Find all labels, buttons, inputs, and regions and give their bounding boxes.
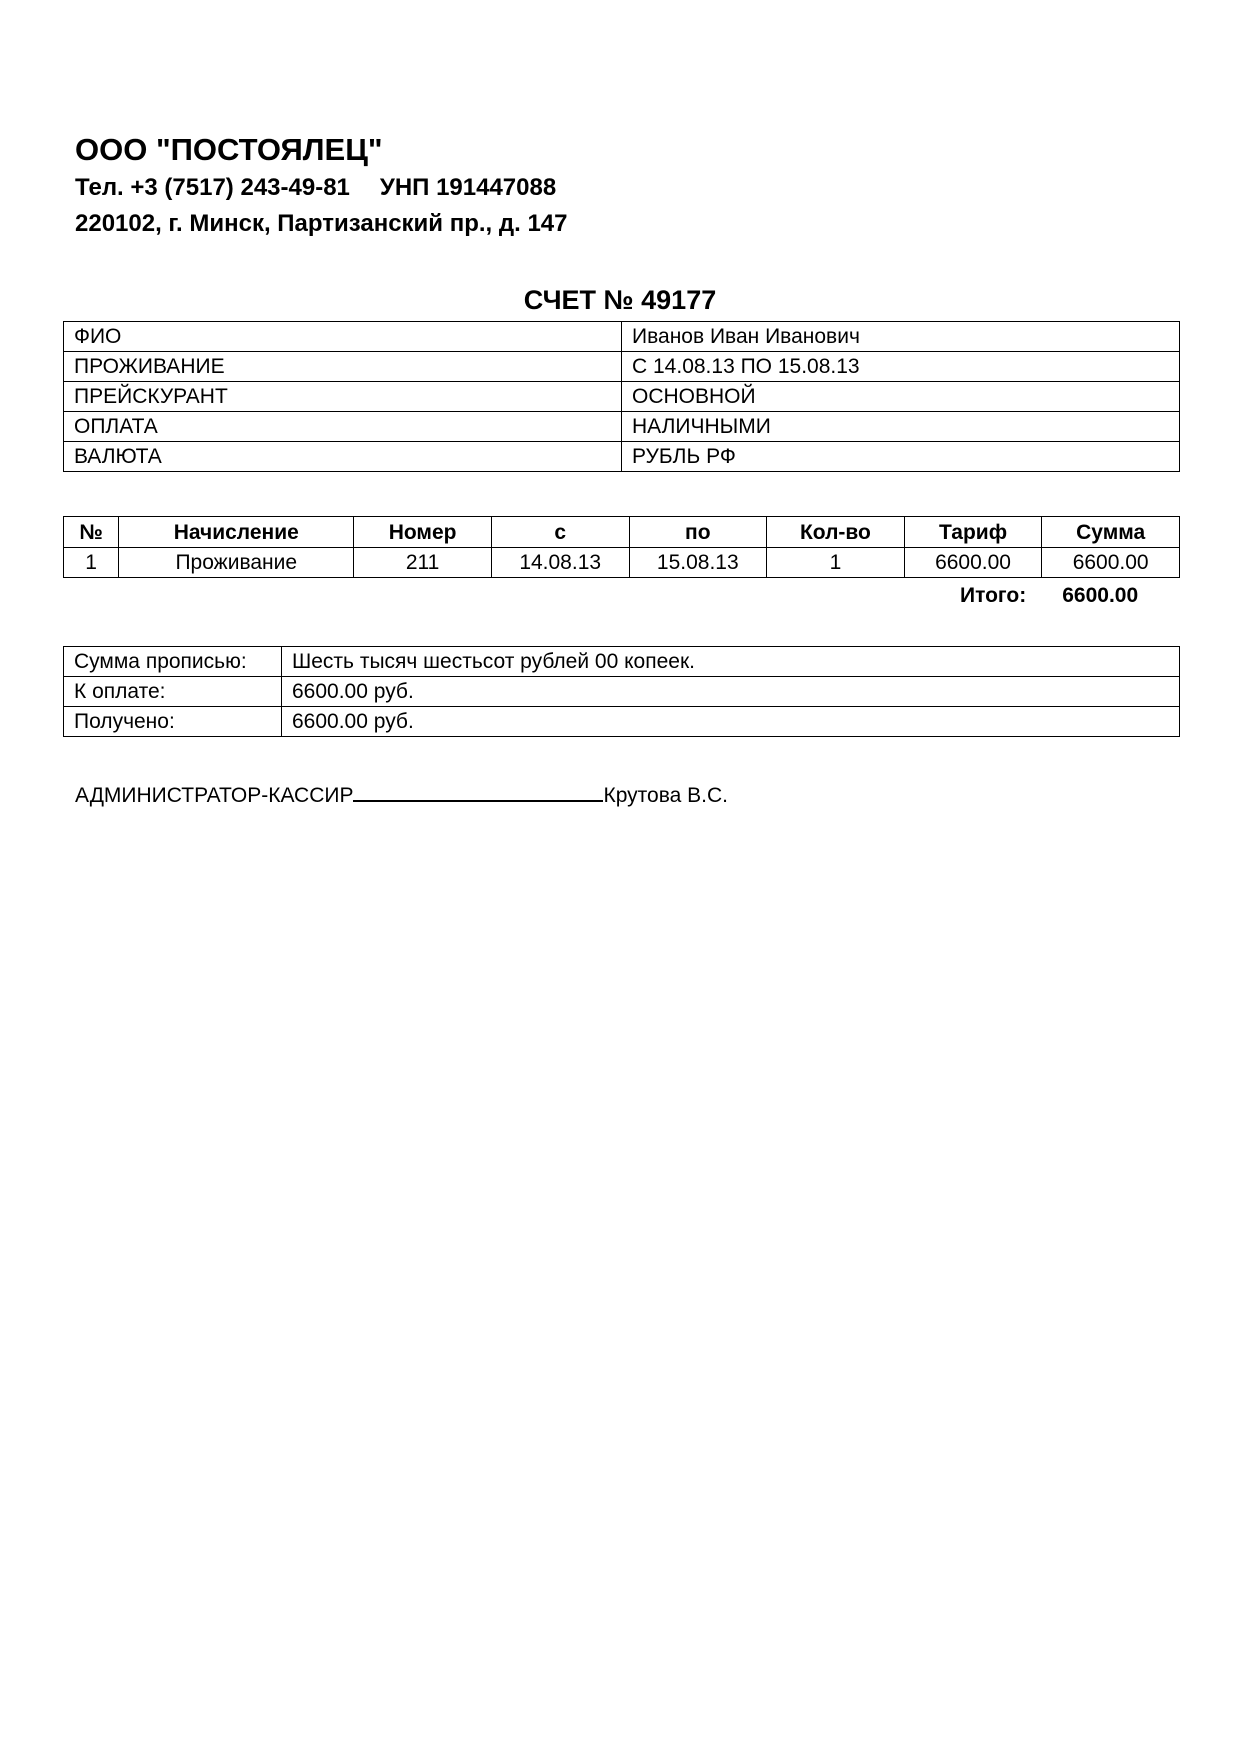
charges-table [63, 516, 1180, 578]
summary-value: 6600.00 руб. [282, 677, 1180, 707]
column-header-charge: Начисление [119, 517, 354, 548]
info-value: Иванов Иван Иванович [622, 322, 1180, 352]
cell-rate: 6600.00 [904, 548, 1042, 578]
cell-number: 1 [64, 548, 119, 578]
summary-row-to-pay [64, 677, 1180, 707]
summary-value: 6600.00 руб. [282, 707, 1180, 737]
invoice-title: СЧЕТ № 49177 [523, 285, 717, 315]
cell-room: 211 [354, 548, 492, 578]
signature-name: Крутова В.С. [603, 784, 728, 807]
info-value: С 14.08.13 ПО 15.08.13 [622, 352, 1180, 382]
company-unp: УНП 191447088 [379, 174, 557, 201]
info-value: РУБЛЬ РФ [622, 442, 1180, 472]
column-header-amount: Сумма [1042, 517, 1180, 548]
company-phone: Тел. +3 (7517) 243-49-81 [75, 174, 350, 201]
info-label: ПРЕЙСКУРАНТ [64, 382, 622, 412]
summary-row-received [64, 707, 1180, 737]
info-label: ВАЛЮТА [64, 442, 622, 472]
column-header-to: по [629, 517, 767, 548]
column-header-room: Номер [354, 517, 492, 548]
total-value: 6600.00 [1062, 584, 1139, 607]
summary-label: Получено: [64, 707, 282, 737]
summary-value: Шесть тысяч шестьсот рублей 00 копеек. [282, 647, 1180, 677]
cell-amount: 6600.00 [1042, 548, 1180, 578]
column-header-quantity: Кол-во [767, 517, 905, 548]
total-label: Итого: [960, 584, 1027, 607]
company-header [75, 130, 568, 242]
column-header-rate: Тариф [904, 517, 1042, 548]
info-row-pricelist [64, 382, 1180, 412]
info-label: ПРОЖИВАНИЕ [64, 352, 622, 382]
summary-label: К оплате: [64, 677, 282, 707]
info-value: НАЛИЧНЫМИ [622, 412, 1180, 442]
info-row-stay [64, 352, 1180, 382]
cell-from: 14.08.13 [491, 548, 629, 578]
table-row [64, 548, 1180, 578]
company-address: 220102, г. Минск, Партизанский пр., д. 147 [75, 210, 568, 237]
table-header-row [64, 517, 1180, 548]
signature-line [353, 778, 603, 802]
info-label: ОПЛАТА [64, 412, 622, 442]
invoice-total [960, 580, 1138, 612]
info-row-payment [64, 412, 1180, 442]
guest-info-table [63, 321, 1180, 472]
payment-summary-table [63, 646, 1180, 737]
info-value: ОСНОВНОЙ [622, 382, 1180, 412]
company-name: ООО "ПОСТОЯЛЕЦ" [75, 132, 383, 167]
summary-label: Сумма прописью: [64, 647, 282, 677]
column-header-from: с [491, 517, 629, 548]
contact-line [75, 170, 568, 206]
info-row-fio [64, 322, 1180, 352]
summary-row-in-words [64, 647, 1180, 677]
info-row-currency [64, 442, 1180, 472]
cell-charge: Проживание [119, 548, 354, 578]
info-label: ФИО [64, 322, 622, 352]
signature-role: АДМИНИСТРАТОР-КАССИР [75, 784, 354, 807]
signature-block [75, 778, 728, 811]
cell-to: 15.08.13 [629, 548, 767, 578]
column-header-number: № [64, 517, 119, 548]
cell-quantity: 1 [767, 548, 905, 578]
